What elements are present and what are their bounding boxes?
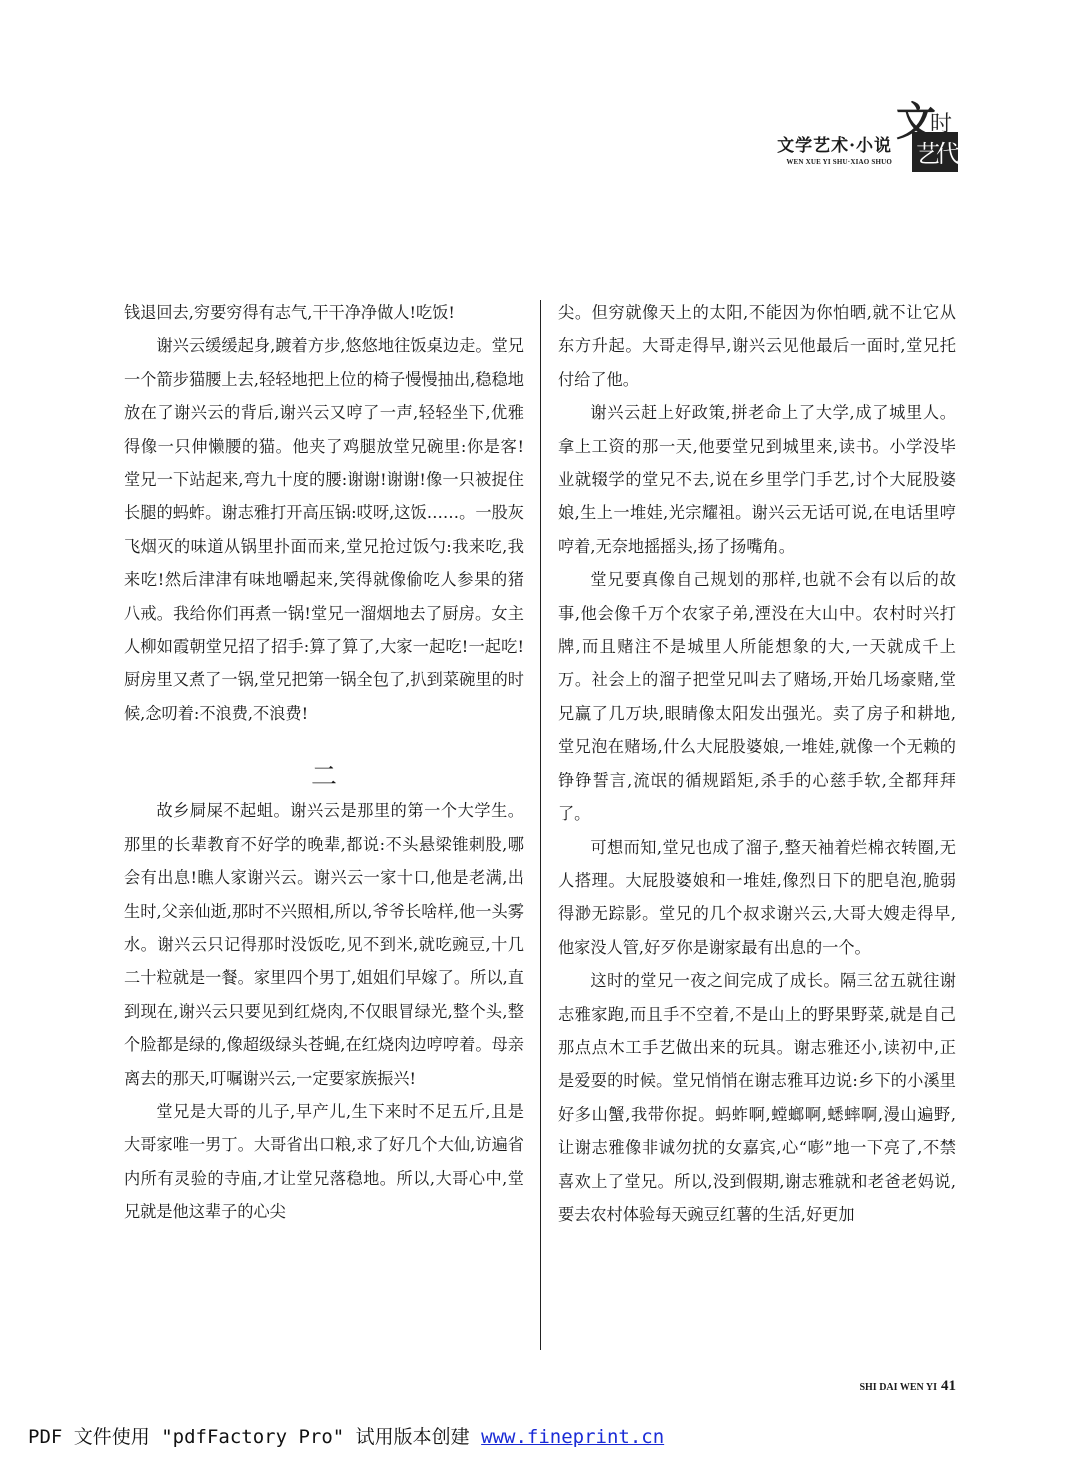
- paragraph: 这时的堂兄一夜之间完成了成长。隔三岔五就往谢志雅家跑,而且手不空着,不是山上的野果野菜,就是自己那点点木工手艺做出来的玩具。谢志雅还小,读初中,正是爱耍的时候。堂兄悄悄在谢志雅耳边说:乡下的小溪里好多山蟹,我带你捉。蚂蚱啊,螳螂啊,蟋蟀啊,漫山遍野,让谢志雅像非诚勿扰的女嘉宾,心“嘭”地一下亮了,不禁喜欢上了堂兄。所以,没到假期,谢志雅就和老爸老妈说,要去农村体验每天豌豆红薯的生活,好更加: [558, 971, 956, 1224]
- paragraph: 可想而知,堂兄也成了溜子,整天袖着烂棉衣转圈,无人搭理。大屁股婆娘和一堆娃,像烈日下的肥皂泡,脆弱得渺无踪影。堂兄的几个叔求谢兴云,大哥大嫂走得早,他家没人管,好歹你是谢家最有出息的一个。: [558, 837, 956, 957]
- page-footer: [859, 1378, 956, 1395]
- section-heading: 二: [310, 762, 337, 793]
- paragraph: 钱退回去,穷要穷得有志气,干干净净做人!吃饭!: [124, 303, 455, 322]
- logo-char-dai: 代: [936, 140, 960, 168]
- paragraph: 谢兴云缓缓起身,踱着方步,悠悠地往饭桌边走。堂兄一个箭步猫腰上去,轻轻地把上位的椅子慢慢抽出,稳稳地放在了谢兴云的背后,谢兴云又哼了一声,轻轻坐下,优雅得像一只伸懒腰的猫。他夹了鸡腿放堂兄碗里:你是客!堂兄一下站起来,弯九十度的腰:谢谢!谢谢!像一只被捉住长腿的蚂蚱。谢志雅打开高压锅:哎呀,这饭……。一股灰飞烟灭的味道从锅里扑面而来,堂兄抢过饭勺:我来吃,我来吃!然后津津有味地嚼起来,笑得就像偷吃人参果的猪八戒。我给你们再煮一锅!堂兄一溜烟地去了厨房。女主人柳如霞朝堂兄招了招手:算了算了,大家一起吃!一起吃!厨房里又煮了一锅,堂兄把第一锅全包了,扒到菜碗里的时候,念叨着:不浪费,不浪费!: [124, 336, 524, 723]
- watermark-text: PDF 文件使用 "pdfFactory Pro" 试用版本创建: [28, 1426, 470, 1448]
- section-title: 文学艺术·小说: [777, 136, 892, 156]
- footer-magazine-name: SHI DAI WEN YI: [859, 1382, 937, 1393]
- left-column: [124, 296, 524, 1229]
- watermark-link[interactable]: www.fineprint.cn: [481, 1426, 665, 1448]
- paragraph: 尖。但穷就像天上的太阳,不能因为你怕晒,就不让它从东方升起。大哥走得早,谢兴云见他最后一面时,堂兄托付给了他。: [558, 303, 956, 389]
- right-column: [558, 296, 956, 1231]
- paragraph: 堂兄是大哥的儿子,早产儿,生下来时不足五斤,且是大哥家唯一男丁。大哥省出口粮,求了好几个大仙,访遍省内所有灵验的寺庙,才让堂兄落稳地。所以,大哥心中,堂兄就是他这辈子的心尖: [124, 1101, 524, 1222]
- logo-char-wen: 文: [896, 98, 936, 145]
- logo-char-yi: 艺: [916, 140, 940, 168]
- header-text: [777, 131, 892, 172]
- paragraph: 谢兴云赶上好政策,拼老命上了大学,成了城里人。拿上工资的那一天,他要堂兄到城里来,读书。小学没毕业就辍学的堂兄不去,说在乡里学门手艺,讨个大屁股婆娘,生上一堆娃,光宗耀祖。谢兴云无话可说,在电话里哼哼着,无奈地摇摇头,扬了扬嘴角。: [558, 403, 956, 556]
- magazine-logo: [896, 98, 960, 172]
- section-subtitle: WEN XUE YI SHU·XIAO SHUO: [786, 158, 892, 166]
- logo-char-shi: 时: [930, 112, 953, 137]
- paragraph: 堂兄要真像自己规划的那样,也就不会有以后的故事,他会像千万个农家子弟,湮没在大山中。农村时兴打牌,而且赌注不是城里人所能想象的大,一天就成千上万。社会上的溜子把堂兄叫去了赌场,开始几场豪赌,堂兄赢了几万块,眼睛像太阳发出强光。卖了房子和耕地,堂兄泡在赌场,什么大屁股婆娘,一堆娃,就像一个无赖的铮铮誓言,流氓的循规蹈矩,杀手的心慈手软,全都拜拜了。: [558, 570, 956, 824]
- paragraph: 故乡屙屎不起蛆。谢兴云是那里的第一个大学生。那里的长辈教育不好学的晚辈,都说:不头悬梁锥刺股,哪会有出息!瞧人家谢兴云。谢兴云一家十口,他是老满,出生时,父亲仙逝,那时不兴照相,所以,爷爷长啥样,他一头雾水。谢兴云只记得那时没饭吃,见不到米,就吃豌豆,十几二十粒就是一餐。家里四个男丁,姐姐们早嫁了。所以,直到现在,谢兴云只要见到红烧肉,不仅眼冒绿光,整个头,整个脸都是绿的,像超级绿头苍蝇,在红烧肉边哼哼着。母亲离去的那天,叮嘱谢兴云,一定要家族振兴!: [124, 801, 524, 1088]
- column-divider: [540, 300, 541, 1350]
- pdf-watermark: [28, 1422, 664, 1449]
- page-number: 41: [941, 1378, 956, 1394]
- page-header: [777, 98, 960, 172]
